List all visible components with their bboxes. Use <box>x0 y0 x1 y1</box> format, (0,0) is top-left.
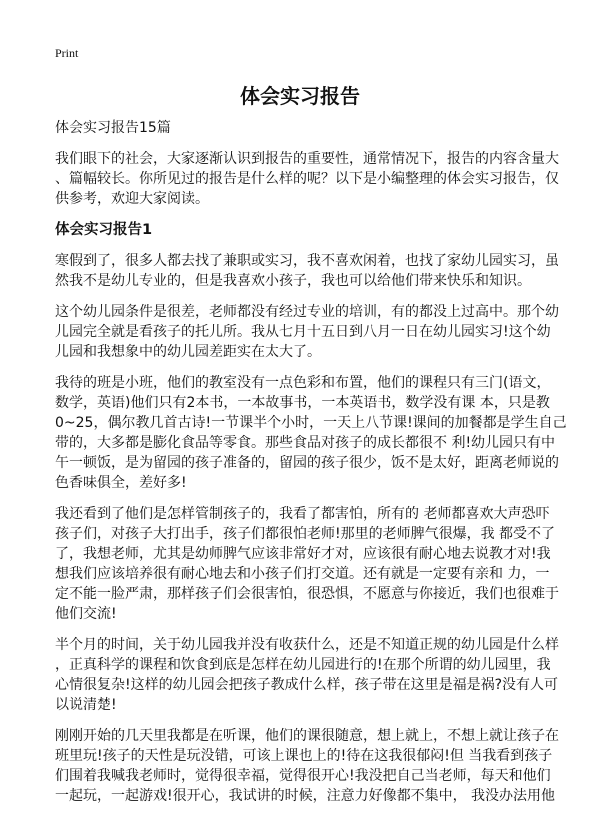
text-line: 他们交流! <box>55 606 117 622</box>
text-line: 班里玩!孩子的天性是玩没错，可该上课也上的!待在这我很郁闷!但 当我看到孩子 <box>55 748 553 764</box>
text-line: 色香味俱全，差好多! <box>55 475 187 491</box>
text-line: 午一顿饭，是为留园的孩子准备的，留园的孩子很少，饭不是太好，距离老师说的 <box>55 455 559 471</box>
body-paragraph <box>55 726 559 806</box>
body-paragraph <box>55 373 567 493</box>
text-line: 这个幼儿园条件是很差，老师都没有经过专业的培训，有的都没上过高中。那个幼 <box>55 304 559 320</box>
text-line: 们围着我喊我老师时，觉得很幸福，觉得很开心!我没把自己当老师，每天和他们 <box>55 768 551 784</box>
text-line: 我们眼下的社会，大家逐渐认识到报告的重要性，通常情况下，报告的内容含量大 <box>55 151 559 167</box>
text-line: 然我不是幼儿专业的，但是我喜欢小孩子，我也可以给他们带来快乐和知识。 <box>55 273 531 289</box>
text-line: 了，我想老师，尤其是幼师脾气应该非常好才对，应该很有耐心地去说教才对!我 <box>55 546 551 562</box>
text-line: 心情很复杂!这样的幼儿园会把孩子教成什么样，孩子带在这里是福是祸?没有人可 <box>55 677 559 693</box>
text-line: 0~25，偶尔教几首古诗!一节课半个小时，一天上八节课!课间的加餐都是学生自己 <box>55 415 567 431</box>
text-line: 我还看到了他们是怎样管制孩子的，我看了都害怕，所有的 老师都喜欢大声恐吓 <box>55 506 550 522</box>
text-line: 带的，大多都是膨化食品等零食。那些食品对孩子的成长都很不 利!幼儿园只有中 <box>55 435 556 451</box>
intro-paragraph <box>55 149 559 209</box>
text-line: 以说清楚! <box>55 697 117 713</box>
text-line: 儿园完全就是看孩子的托儿所。我从七月十五日到八月一日在幼儿园实习!这个幼 <box>55 324 551 340</box>
text-line: 想我们应该培养很有耐心地去和小孩子们打交道。还有就是一定要有亲和 力，一 <box>55 566 550 582</box>
text-line: 数学，英语)他们只有2本书，一本故事书，一本英语书，数学没有课 本，只是教 <box>55 395 550 411</box>
text-line: 半个月的时间，关于幼儿园我并没有收获什么，还是不知道正规的幼儿园是什么样 <box>55 637 559 653</box>
body-paragraph <box>55 251 559 291</box>
section-heading: 体会实习报告1 <box>55 222 153 238</box>
text-line: ，正真科学的课程和饮食到底是怎样在幼儿园进行的!在那个所谓的幼儿园里，我 <box>55 657 551 673</box>
text-line: 寒假到了，很多人都去找了兼职或实习，我不喜欢闲着，也找了家幼儿园实习，虽 <box>55 253 559 269</box>
text-line: 孩子们，对孩子大打出手，孩子们都很怕老师!那里的老师脾气很爆，我 都受不了 <box>55 526 556 542</box>
text-line: 儿园和我想象中的幼儿园差距实在太大了。 <box>55 344 321 360</box>
body-paragraph <box>55 635 559 715</box>
document-body <box>55 118 567 817</box>
text-line: 一起玩，一起游戏!很开心，我试讲的时候，注意力好像都不集中， 我没办法用他 <box>55 788 556 804</box>
body-paragraph <box>55 302 559 362</box>
text-line: 供参考，欢迎大家阅读。 <box>55 191 209 207</box>
text-line: 我待的班是小班，他们的教室没有一点色彩和布置，他们的课程只有三门(语文， <box>55 375 551 391</box>
print-link[interactable]: Print <box>55 46 79 60</box>
body-paragraph <box>55 504 559 624</box>
text-line: 刚刚开始的几天里我都是在听课，他们的课很随意，想上就上，不想上就让孩子在 <box>55 728 559 744</box>
page-title: 体会实习报告 <box>240 84 360 108</box>
document-subtitle: 体会实习报告15篇 <box>55 120 171 136</box>
text-line: 定不能一脸严肃，那样孩子们会很害怕，很恐惧，不愿意与你接近，我们也很难于 <box>55 586 559 602</box>
text-line: 、篇幅较长。你所见过的报告是什么样的呢？以下是小编整理的体会实习报告，仅 <box>55 171 559 187</box>
